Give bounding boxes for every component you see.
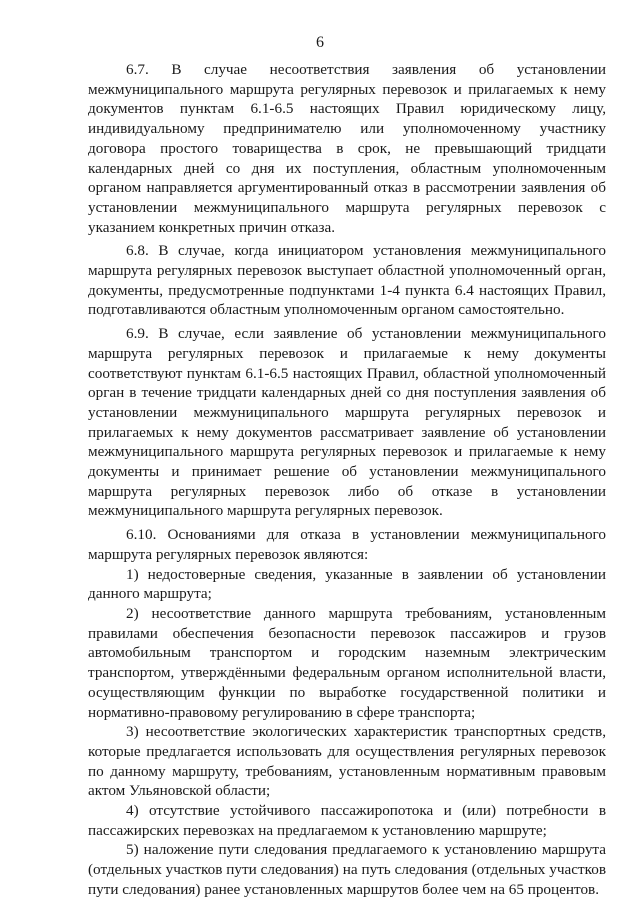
list-item-2: 2) несоответствие данного маршрута требованиям, установленным правилами обеспечения безопасности перевозок пассажиров и грузов автомобильным транспортом и городским наземным электрическим транспортом, утверждёнными федеральным органом исполнительной власти, осуществляющим функции по выработке государственной политики и нормативно-правовому регулированию в сфере транспорта; — [88, 604, 606, 721]
page-number: 6 — [316, 34, 324, 51]
paragraph-6-8: 6.8. В случае, когда инициатором установления межмуниципального маршрута регулярных перевозок выступает областной уполномоченный орган, документы, предусмотренные подпунктами 1-4 пункта 6.4 настоящих Правил, подготавливаются областным уполномоченным органом самостоятельно. — [88, 242, 606, 319]
list-item-4: 4) отсутствие устойчивого пассажиропотока и (или) потребности в пассажирских перевозках на предлагаемом к установлению маршруте; — [88, 802, 606, 839]
paragraph-6-10: 6.10. Основаниями для отказа в установлении межмуниципального маршрута регулярных перевозок являются: — [88, 526, 606, 563]
list-item-5: 5) наложение пути следования предлагаемого к установлению маршрута (отдельных участков пути следования) на путь следования (отдельных участков пути следования) ранее установленных маршрутов более чем на 65 процентов. — [88, 841, 606, 898]
list-item-1: 1) недостоверные сведения, указанные в заявлении об установлении данного маршрута; — [88, 565, 606, 603]
list-item-3: 3) несоответствие экологических характеристик транспортных средств, которые предлагается использовать для осуществления регулярных перевозок по данному маршруту, требованиям, установленным нормативным правовым актом Ульяновской области; — [88, 723, 606, 800]
paragraph-6-7: 6.7. В случае несоответствия заявления об установлении межмуниципального маршрута регулярных перевозок и прилагаемых к нему документов пунктам 6.1-6.5 настоящих Правил юридическому лицу, индивидуальному предпринимателю или уполномоченному участнику договора простого товарищества в срок, не превышающий тридцати календарных дней со дня их поступления, областным уполномоченным органом направляется аргументированный отказ в рассмотрении заявления об установлении межмуниципального маршрута регулярных перевозок с указанием конкретных причин отказа. — [88, 61, 606, 236]
paragraph-6-9: 6.9. В случае, если заявление об установлении межмуниципального маршрута регулярных перевозок и прилагаемые к нему документы соответствуют пунктам 6.1-6.5 настоящих Правил, областной уполномоченный орган в течение тридцати календарных дней со дня поступления заявления об установлении межмуниципального маршрута регулярных перевозок и прилагаемых к нему документов рассматривает заявление об установлении межмуниципального маршрута регулярных перевозок и прилагаемые к нему документы и принимает решение об установлении межмуниципального маршрута регулярных перевозок либо об отказе в установлении межмуниципального маршрута регулярных перевозок. — [88, 325, 606, 520]
document-body — [88, 60, 606, 900]
